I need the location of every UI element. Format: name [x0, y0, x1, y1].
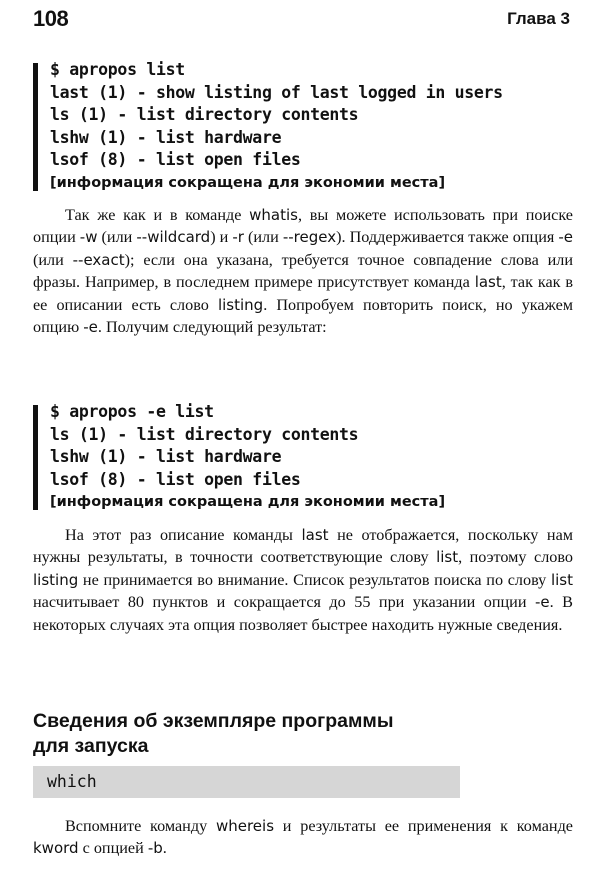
inline-code: kword: [33, 839, 79, 858]
inline-code: -r: [232, 228, 244, 247]
text: не принимается во внимание. Список результатов поиска по слову: [78, 570, 551, 589]
text: , так как в ее описании есть слово: [33, 273, 573, 314]
code-line: $ apropos -e list: [50, 402, 214, 421]
text: (или: [243, 228, 283, 247]
text: ). Поддерживается также опция: [336, 228, 559, 247]
text: не отображается, поскольку нам нужны результаты, в точности соответствующие слову: [33, 526, 573, 567]
inline-code: -e: [535, 593, 550, 612]
text: (или: [33, 250, 73, 269]
inline-code: whatis: [249, 206, 298, 224]
chapter-title: Глава 3: [507, 9, 570, 28]
inline-code: last: [301, 526, 329, 544]
paragraph-exact-result: [33, 524, 573, 636]
text: насчитывает 80 пунктов и сокращается до 55 при указании опции: [33, 593, 535, 612]
code-block-apropos: [33, 59, 573, 195]
section-heading-line: для запуска: [33, 735, 149, 757]
text: , поэтому слово: [458, 548, 573, 567]
text: Так же как и в команде: [65, 206, 250, 224]
paragraph-options: [33, 204, 573, 338]
inline-code: -e: [83, 318, 98, 337]
inline-code: listing: [217, 295, 264, 314]
code-note: [информация сокращена для экономии места]: [50, 494, 446, 511]
command-box: [33, 766, 460, 798]
code-line: lshw (1) - list hardware: [50, 127, 282, 147]
paragraph-whereis: [33, 815, 573, 860]
code-line: $ apropos list: [50, 60, 185, 79]
inline-code: list: [550, 570, 573, 589]
code-note: [информация сокращена для экономии места]: [50, 174, 446, 191]
command-name: which: [47, 772, 97, 791]
code-block-bar: [33, 405, 38, 510]
text: .: [162, 839, 167, 858]
code-line: ls (1) - list directory contents: [50, 105, 359, 125]
page-number: 108: [33, 6, 69, 31]
section-heading: [33, 709, 553, 759]
text: . Попробуем повторить поиск, но укажем опцию: [33, 295, 574, 337]
inline-code: list: [436, 548, 459, 567]
text: с опцией: [78, 839, 148, 858]
text: (или: [97, 228, 137, 247]
code-block-bar: [33, 63, 38, 191]
text: , вы можете использовать при поиске опции: [33, 206, 573, 247]
inline-code: -e: [558, 228, 574, 247]
code-line: lsof (8) - list open files: [50, 469, 301, 489]
page-header: [33, 6, 570, 36]
inline-code: -b: [147, 839, 163, 858]
inline-code: --wildcard: [136, 228, 211, 247]
inline-code: listing: [33, 570, 79, 589]
inline-code: --regex: [282, 228, 337, 247]
text: Вспомните команду: [65, 817, 216, 835]
text: ); если она указана, требуется точное совпадение слова или фразы. Например, в последнем примере присутствует команда: [33, 250, 573, 292]
text: . Получим следующий результат:: [97, 318, 327, 337]
inline-code: last: [474, 273, 502, 292]
code-block-apropos-exact: [33, 401, 573, 514]
text: ) и: [210, 228, 233, 247]
text: . В некоторых случаях эта опция позволяет быстрее находить нужные сведения.: [33, 593, 573, 634]
code-line: lsof (8) - list open files: [50, 150, 301, 170]
text: и результаты ее применения к команде: [274, 817, 573, 835]
code-line: ls (1) - list directory contents: [50, 424, 359, 444]
inline-code: whereis: [215, 817, 275, 835]
inline-code: --exact: [72, 250, 125, 269]
code-line: lshw (1) - list hardware: [50, 447, 282, 467]
text: На этот раз описание команды: [65, 526, 302, 544]
inline-code: -w: [79, 228, 98, 247]
section-heading-line: Сведения об экземпляре программы: [33, 710, 394, 732]
code-line: last (1) - show listing of last logged in users: [50, 82, 503, 102]
